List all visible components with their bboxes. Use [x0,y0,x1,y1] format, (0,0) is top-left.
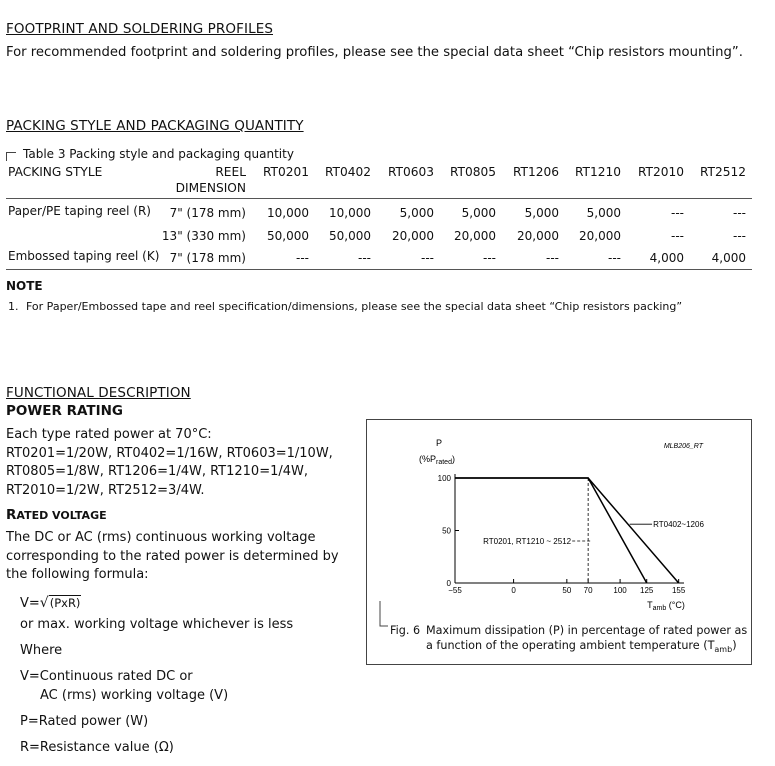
x-tick-label: 70 [583,586,593,595]
table-bottom-rule [6,269,752,270]
table-cell: 20,000 [454,229,496,243]
sqrt-icon: √ [39,595,49,611]
col-model-rt1210: RT1210 [574,165,621,179]
table-cell: --- [358,251,371,265]
row-reel-0: 7" (178 mm) [169,206,246,220]
y-tick-label: 50 [442,526,451,536]
x-label-suffix: (°C) [666,600,685,610]
power-line: RT0805=1/8W, RT1206=1/4W, RT1210=1/4W, [6,464,309,479]
y-axis-unit [419,454,455,466]
table-cell: 50,000 [329,229,371,243]
power-rating-heading: POWER RATING [6,403,123,419]
rated-voltage-rest: ATED VOLTAGE [16,509,107,522]
x-label-prefix: T [647,600,653,610]
table-cell: 5,000 [461,206,496,220]
table-cell: --- [733,229,746,243]
table-cell: --- [296,251,309,265]
table-cell: 20,000 [392,229,434,243]
power-line: RT0201=1/20W, RT0402=1/16W, RT0603=1/10W, [6,445,333,461]
voltage-line: the following formula: [6,567,149,582]
y-unit-prefix: (%P [419,454,437,464]
footprint-text: For recommended footprint and soldering profiles, please see the special data sheet “Chip resistors mounting”. [6,45,743,60]
x-tick-label: −55 [448,586,462,595]
chart-plot-area [438,474,705,595]
caption-bracket-fig [380,601,388,626]
table-cell: 5,000 [399,206,434,220]
caption-bracket [6,152,16,161]
series-line-2 [455,478,647,583]
caption-line-2-post: ) [732,639,737,652]
y-unit-suffix: ) [451,454,455,464]
table-cell: --- [608,251,621,265]
col-reel-1: REEL [215,165,246,179]
rated-voltage-text [6,529,339,585]
col-model-rt2010: RT2010 [637,165,684,179]
table-cell: --- [671,229,684,243]
formula [20,595,81,611]
table-cell: 5,000 [524,206,559,220]
y-axis-label: P [435,438,443,448]
row-style-0: Paper/PE taping reel (R) [8,204,151,218]
definition-v-2: AC (rms) working voltage (V) [40,688,229,703]
col-model-rt2512: RT2512 [699,165,746,179]
figure-code: MLB206_RT [663,443,703,450]
x-label-subscript: amb [652,605,667,612]
y-tick-label: 0 [446,579,451,588]
note-text: For Paper/Embossed tape and reel specification/dimensions, please see the special data sheet “Chip resistors packing” [26,300,683,313]
table-cell: 10,000 [329,206,371,220]
x-tick-label: 50 [562,586,572,595]
power-line: RT2010=1/2W, RT2512=3/4W. [6,482,205,498]
col-model-rt0201: RT0201 [262,165,309,179]
series-line-1 [455,478,679,583]
figure-caption-line-2 [426,639,737,654]
row-reel-1: 13" (330 mm) [161,229,246,243]
power-line: Each type rated power at 70°C: [6,427,212,442]
row-reel-2: 7" (178 mm) [169,251,246,265]
col-model-rt0603: RT0603 [387,165,434,179]
table-cell: --- [546,251,559,265]
rated-voltage-heading [6,504,107,523]
packing-heading: PACKING STYLE AND PACKAGING QUANTITY [6,118,304,134]
row-style-2: Embossed taping reel (K) [8,249,160,263]
note-heading: NOTE [6,279,43,293]
col-model-rt0402: RT0402 [324,165,371,179]
table-cell: 50,000 [267,229,309,243]
table-cell: 20,000 [579,229,621,243]
table-cell: 20,000 [517,229,559,243]
formula-alternative: or max. working voltage whichever is less [20,617,294,632]
where-label: Where [20,643,63,658]
figure-caption-line-1: Maximum dissipation (P) in percentage of rated power as [426,624,748,637]
col-reel-2: DIMENSION [175,181,246,195]
table-cell: 10,000 [267,206,309,220]
x-tick-label: 125 [640,586,654,595]
x-tick-label: 0 [511,586,516,595]
x-tick-label: 100 [613,586,627,595]
y-unit-subscript: rated [436,459,452,466]
rated-voltage-initial: R [6,507,17,523]
formula-radicand: (PxR) [49,596,81,610]
definition-r: R=Resistance value (Ω) [20,740,174,755]
figure-caption-label: Fig. 6 [390,624,421,637]
caption-line-2-pre: a function of the operating ambient temperature (T [426,639,715,652]
annotation-label: RT0402~1206 [653,520,704,530]
table-cell: --- [671,206,684,220]
col-model-rt1206: RT1206 [512,165,559,179]
table-header-rule [6,198,752,199]
table-cell: --- [483,251,496,265]
note-number: 1. [8,300,19,313]
definition-p: P=Rated power (W) [20,714,149,729]
table-cell: 4,000 [649,251,684,265]
formula-v: V= [20,596,40,611]
col-model-rt0805: RT0805 [449,165,496,179]
caption-line-2-sub: amb [714,645,733,655]
annotation-label: RT0201, RT1210 ~ 2512 [483,537,572,546]
table-cell: 5,000 [586,206,621,220]
table-cell: --- [421,251,434,265]
y-tick-label: 100 [437,474,451,483]
col-packing-style: PACKING STYLE [8,165,103,179]
table-cell: --- [733,206,746,220]
definition-v-1: V=Continuous rated DC or [20,669,193,684]
voltage-line: corresponding to the rated power is determined by [6,548,339,564]
footprint-heading: FOOTPRINT AND SOLDERING PROFILES [6,21,273,37]
power-rating-text [6,426,333,500]
x-axis-label [647,600,685,612]
functional-heading: FUNCTIONAL DESCRIPTION [6,385,191,401]
voltage-line: The DC or AC (rms) continuous working voltage [6,530,316,545]
table-cell: 4,000 [711,251,746,265]
x-tick-label: 155 [671,586,686,595]
table-caption: Table 3 Packing style and packaging quantity [23,147,294,161]
